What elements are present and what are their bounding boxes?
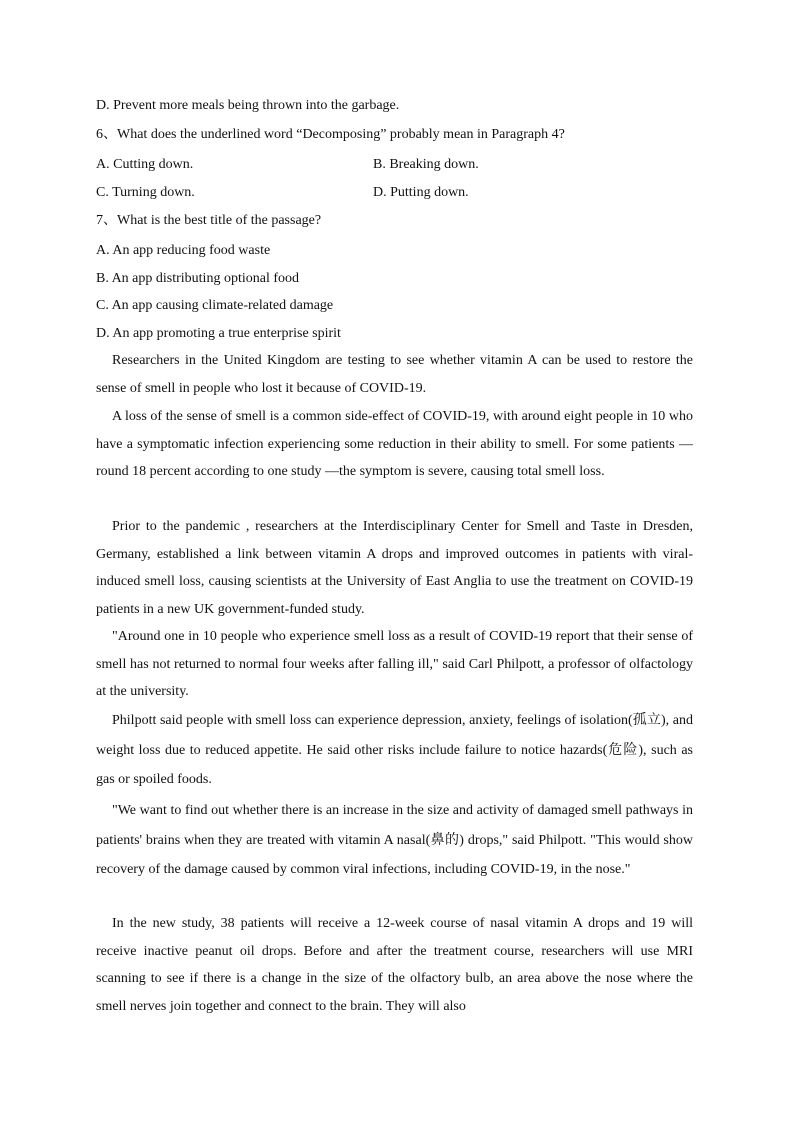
passage-paragraph-3: Prior to the pandemic , researchers at the Interdisciplinary Center for Smell and Taste in Dresden, Germany, established a link between vitamin A drops and improved outcomes in patients with viral-induced smell loss, causing scientists at the University of East Anglia to use the treatment on COVID-19 patients in a new UK government-funded study. — [96, 519, 693, 617]
q6-option-d: D. Putting down. — [373, 185, 469, 200]
q7-option-d: D. An app promoting a true enterprise spirit — [96, 326, 341, 341]
passage-paragraph-2: A loss of the sense of smell is a common side-effect of COVID-19, with around eight people in 10 who have a symptomatic infection experiencing some reduction in their ability to smell. For some patients —round 18 percent according to one study —the symptom is severe, causing total smell loss. — [96, 409, 693, 480]
passage-paragraph-7: In the new study, 38 patients will receive a 12-week course of nasal vitamin A drops and 19 will receive inactive peanut oil drops. Before and after the treatment course, researchers will use MRI scanning to see if there is a change in the size of the olfactory bulb, an area above the nose where the smell nerves join together and connect to the brain. They will also — [96, 916, 693, 1014]
q7-question: 7、What is the best title of the passage? — [96, 213, 322, 228]
q6-option-c: C. Turning down. — [96, 185, 195, 200]
q7-option-c: C. An app causing climate-related damage — [96, 298, 334, 313]
passage-paragraph-5: Philpott said people with smell loss can experience depression, anxiety, feelings of isolation(孤立), and weight loss due to reduced appetite. He said other risks include failure to notice hazards(危险), such as gas or spoiled foods. — [96, 713, 693, 787]
q5-option-d: D. Prevent more meals being thrown into the garbage. — [96, 98, 400, 113]
q6-option-a: A. Cutting down. — [96, 157, 194, 172]
q7-option-a: A. An app reducing food waste — [96, 243, 271, 258]
passage-paragraph-6: "We want to find out whether there is an increase in the size and activity of damaged smell pathways in patients' brains when they are treated with vitamin A nasal(鼻的) drops," said Philpott. "This would show recovery of the damage caused by common viral infections, including COVID-19, in the nose." — [96, 803, 693, 877]
passage-paragraph-4: "Around one in 10 people who experience smell loss as a result of COVID-19 report that their sense of smell has not returned to normal four weeks after falling ill," said Carl Philpott, a professor of olfactology at the university. — [96, 629, 693, 700]
passage-paragraph-1: Researchers in the United Kingdom are testing to see whether vitamin A can be used to restore the sense of smell in people who lost it because of COVID-19. — [96, 353, 693, 396]
q6-question: 6、What does the underlined word “Decomposing” probably mean in Paragraph 4? — [96, 127, 565, 142]
q7-option-b: B. An app distributing optional food — [96, 271, 299, 286]
q6-option-b: B. Breaking down. — [373, 157, 479, 172]
